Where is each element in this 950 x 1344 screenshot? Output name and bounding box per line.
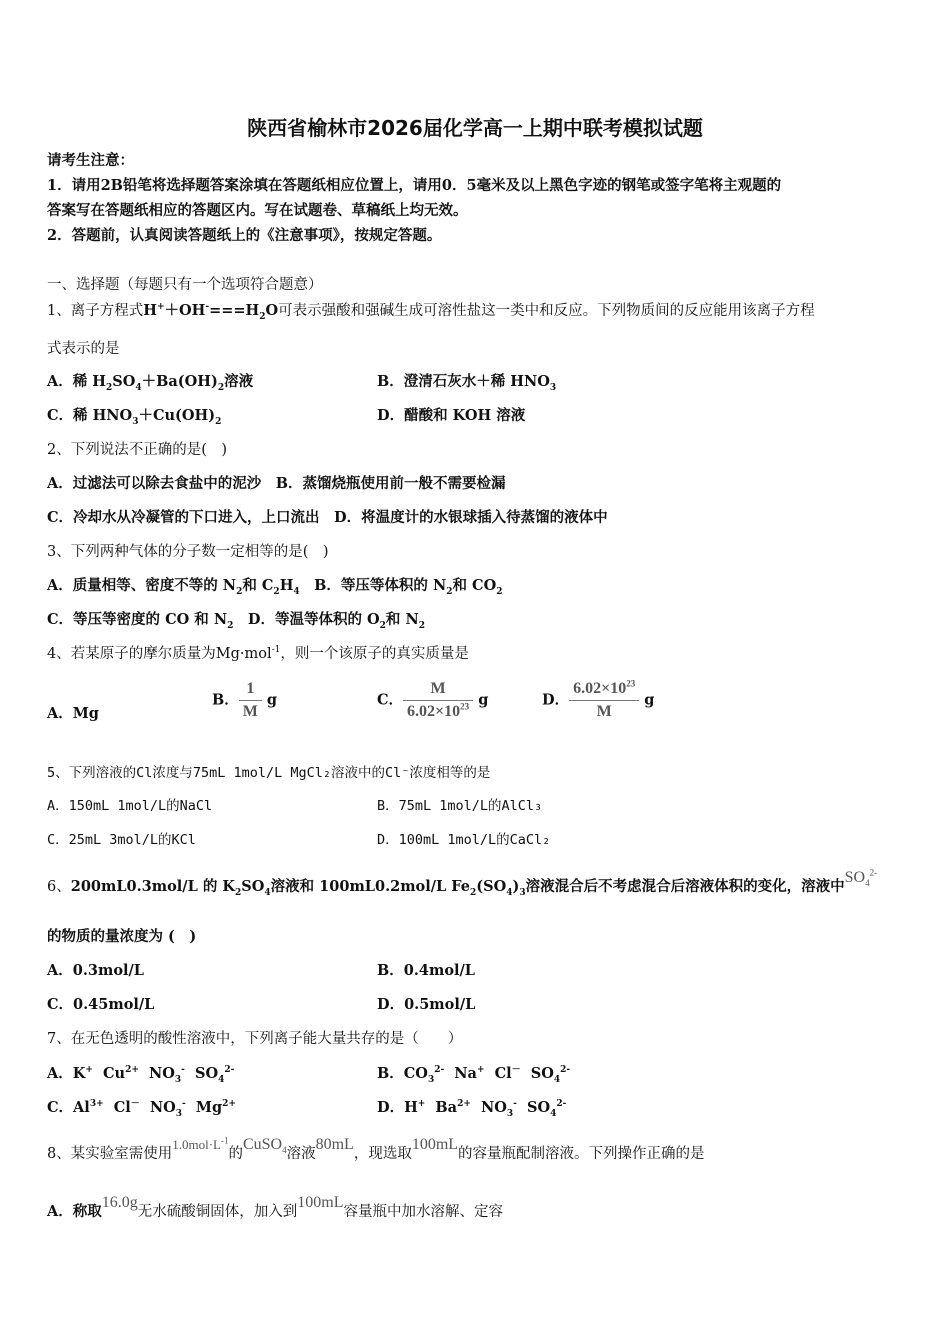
option-d: D．醋酸和 KOH 溶液 — [377, 407, 526, 424]
option-b: B．$CO_3^{2-}$ Na+ Cl－ $SO_4^{2-}$ — [377, 1065, 571, 1085]
option-cd: C．冷却水从冷凝管的下口进入，上口流出 D．将温度计的水银球插入待蒸馏的液体中 — [47, 509, 608, 526]
option-a: A．Mg — [47, 705, 99, 722]
option-d: D．0.5mol/L — [377, 996, 476, 1013]
option-ab: A．质量相等、密度不等的 $N_2$和 $C_2H_4$ B．等压等体积的 $N_2$和 $CO_2$ — [47, 577, 503, 597]
option-a: A．0.3mol/L — [47, 962, 144, 979]
notice-line: 1．请用2B铅笔将选择题答案涂填在答题纸相应位置上，请用0．5毫米及以上黑色字迹的钢笔或签字笔将主观题的 — [47, 177, 782, 194]
page-title: 陕西省榆林市2026届化学高一上期中联考模拟试题 — [247, 116, 703, 140]
option-d: D． $\frac{6.02\times 10^{23}}{M}$ g — [542, 678, 655, 720]
question-1-stem: 1、离子方程式$H^++OH^-===H_2O$可表示强酸和强碱生成可溶性盐这一类中和反应。下列物质间的反应能用该离子方程 — [47, 302, 815, 322]
option-ab: A．过滤法可以除去食盐中的泥沙 B．蒸馏烧瓶使用前一般不需要检漏 — [47, 475, 506, 492]
option-a: A．150mL 1mol/L的NaCl — [47, 798, 213, 814]
option-c: C．25mL 3mol/L的KCl — [47, 832, 196, 848]
question-8-stem: 8、某实验室需使用$1.0mol\cdot L^{-1}$的CuSO$_4$溶液80mL，现选取100mL的容量瓶配制溶液。下列操作正确的是 — [47, 1135, 705, 1162]
question-4-stem: 4、若某原子的摩尔质量为Mg·mol$^{-1}$，则一个该原子的真实质量是 — [47, 645, 469, 662]
option-d: D．H+ $Ba^{2+}$ $NO_3^-$ $SO_4^{2-}$ — [377, 1099, 567, 1119]
option-a: A．稀 $H_2SO_4+Ba(OH)_2$溶液 — [47, 373, 254, 393]
fraction: $\frac{M}{6.02\times 10^{23}}$ — [403, 680, 473, 721]
question-5-stem: 5、下列溶液的Cl浓度与75mL 1mol/L MgCl₂溶液中的Cl⁻浓度相等的是 — [47, 765, 491, 781]
option-a: A．K+ $Cu^{2+}$ $NO_3^-$ $SO_4^{2-}$ — [47, 1065, 235, 1085]
question-6-stem: 6、200mL0.3mol/L 的 $K_2SO_4$溶液和 100mL0.2mol/L $Fe_2(SO_4)_3$溶液混合后不考虑混合后溶液体积的变化，溶液中$SO_4^{2-}$ — [47, 867, 878, 898]
option-cd: C．等压等密度的 CO 和 $N_2$ D．等温等体积的 $O_2$和 $N_2$ — [47, 611, 425, 631]
option-c: C．稀 $HNO_3+Cu(OH)_2$ — [47, 407, 222, 427]
option-d: D．100mL 1mol/L的CaCl₂ — [377, 832, 551, 848]
notice-line: 答案写在答题纸相应的答题区内。写在试题卷、草稿纸上均无效。 — [47, 202, 468, 219]
notice-line: 2．答题前，认真阅读答题纸上的《注意事项》，按规定答题。 — [47, 227, 442, 244]
fraction: $\frac{6.02\times 10^{23}}{M}$ — [569, 680, 639, 721]
option-a: A．称取16.0g无水硫酸铜固体，加入到100mL容量瓶中加水溶解、定容 — [47, 1194, 503, 1220]
option-b: B． $\frac{1}{M}$ g — [212, 680, 278, 720]
question-7-stem: 7、在无色透明的酸性溶液中，下列离子能大量共存的是（ ） — [47, 1031, 463, 1047]
section-heading: 一、选择题（每题只有一个选项符合题意） — [47, 277, 323, 293]
option-c: C． $\frac{M}{6.02\times 10^{23}}$ g — [377, 680, 489, 720]
option-b: B．0.4mol/L — [377, 962, 475, 979]
option-c: C．$Al^{3+}$ Cl－ $NO_3^-$ $Mg^{2+}$ — [47, 1099, 236, 1119]
fraction: $\frac{1}{M}$ — [239, 680, 262, 721]
question-2-stem: 2、下列说法不正确的是( ) — [47, 442, 228, 458]
option-b: B．75mL 1mol/L的AlCl₃ — [377, 798, 543, 814]
notice-header: 请考生注意： — [47, 152, 134, 169]
option-b: B．澄清石灰水＋稀 $HNO_3$ — [377, 373, 557, 393]
option-c: C．0.45mol/L — [47, 996, 155, 1013]
question-3-stem: 3、下列两种气体的分子数一定相等的是( ) — [47, 544, 329, 560]
question-6-stem: 的物质的量浓度为 ( ) — [47, 928, 197, 945]
question-1-stem: 式表示的是 — [47, 341, 120, 357]
